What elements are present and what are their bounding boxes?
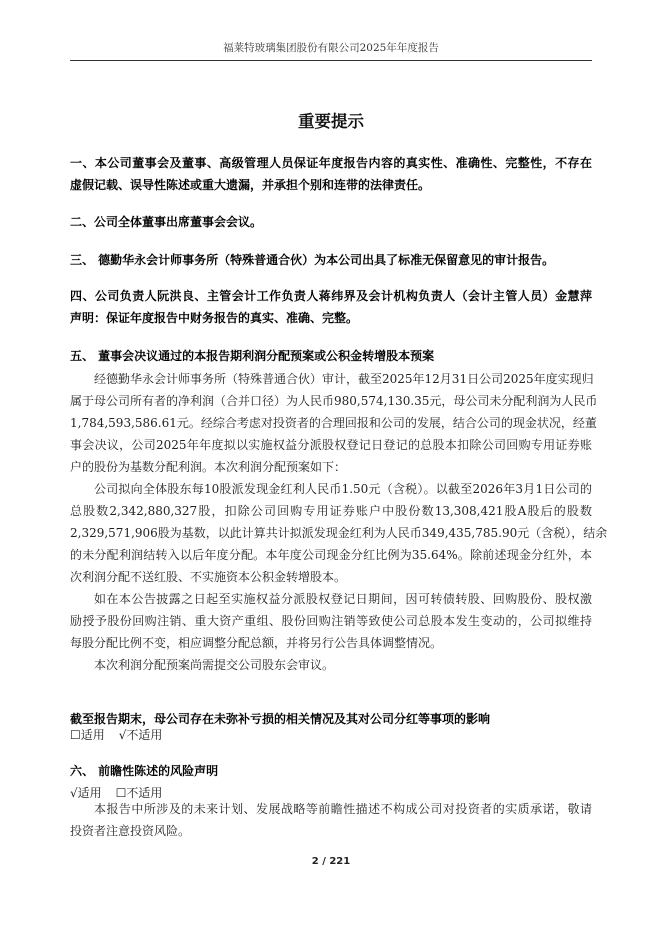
p2-line-2: 总股数2,342,880,327股，扣除公司回购专用证券账户中股份数13,308,421股A股后的股数: [70, 504, 592, 518]
report-header: 福莱特玻璃集团股份有限公司2025年年度报告: [223, 42, 439, 54]
item-1-line-2: 虚假记载、误导性陈述或重大遗漏，并承担个别和连带的法律责任。: [70, 178, 431, 192]
page-title: 重要提示: [298, 112, 364, 131]
p3-line-1: 如在本公告披露之日起至实施权益分派股权登记日期间，因可转债转股、回购股份、股权激: [94, 592, 592, 606]
section-6-body-line-2: 投资者注意投资风险。: [70, 824, 191, 838]
p3-line-3: 每股分配比例不变，相应调整分配总额，并将另行公告具体调整情况。: [70, 636, 443, 650]
p1-line-3: 1,784,593,586.61元。经综合考虑对投资者的合理回报和公司的发展，结合公司的现金状况，经董: [70, 416, 597, 430]
p2-line-3: 2,329,571,906股为基数，以此计算共计拟派发现金红利为人民币349,435,785.90元（含税），结余: [70, 526, 608, 540]
item-3: [70, 249, 592, 271]
p4-line: 本次利润分配预案尚需提交公司股东会审议。: [94, 658, 335, 672]
p1-line-4: 事会决议，公司2025年年度拟以实施权益分派股权登记日登记的总股本扣除公司回购专用证券账: [70, 438, 592, 452]
item-2-text: 二、公司全体董事出席董事会会议。: [70, 215, 263, 229]
p1-line-1: 经德勤华永会计师事务所（特殊普通合伙）审计，截至2025年12月31日公司2025年度实现归: [94, 372, 594, 386]
item-2: [70, 211, 592, 233]
item-1-line-1: 一、本公司董事会及董事、高级管理人员保证年度报告内容的真实性、准确性、完整性，不存在: [70, 156, 592, 170]
section-6-body-line-1: 本报告中所涉及的未来计划、发展战略等前瞻性描述不构成公司对投资者的实质承诺，敬请: [94, 802, 592, 816]
section-6-applicable-checkbox: √适用: [70, 786, 102, 800]
item-4-line-2: 声明：保证年度报告中财务报告的真实、准确、完整。: [70, 311, 359, 325]
header-divider: [70, 60, 592, 61]
deficit-not-applicable-checkbox: √不适用: [118, 728, 163, 742]
section-6-not-applicable-checkbox: ☐不适用: [115, 786, 163, 800]
deficit-heading-text: 截至报告期末，母公司存在未弥补亏损的相关情况及其对公司分红等事项的影响: [70, 712, 491, 726]
section-6-body: [70, 798, 592, 842]
deficit-applicable-checkbox: ☐适用: [70, 728, 105, 742]
item-5-heading: [70, 345, 592, 367]
p1-line-5: 户的股份为基数分配利润。本次利润分配预案如下：: [70, 460, 347, 474]
item-5-body: [70, 368, 608, 676]
p2-line-5: 次利润分配不送红股、不实施资本公积金转增股本。: [70, 570, 347, 584]
section-6-heading-text: 六、 前瞻性陈述的风险声明: [70, 764, 219, 778]
deficit-options: [70, 724, 592, 746]
p1-line-2: 属于母公司所有者的净利润（合并口径）为人民币980,574,130.35元，母公司未分配利润为人民币: [70, 394, 598, 408]
p2-line-1: 公司拟向全体股东每10股派发现金红利人民币1.50元（含税）。以截至2026年3月1日公司的: [94, 482, 592, 496]
item-3-text: 三、 德勤华永会计师事务所（特殊普通合伙）为本公司出具了标准无保留意见的审计报告。: [70, 253, 555, 267]
item-4-line-1: 四、公司负责人阮洪良、主管会计工作负责人蒋纬界及会计机构负责人（会计主管人员）金慧萍: [70, 289, 592, 303]
item-5-heading-text: 五、 董事会决议通过的本报告期利润分配预案或公积金转增股本预案: [70, 349, 435, 363]
section-6-heading: [70, 760, 592, 782]
p2-line-4: 的未分配利润结转入以后年度分配。本年度公司现金分红比例为35.64%。除前述现金分红外，本: [70, 548, 592, 562]
item-1: [70, 152, 592, 196]
item-4: [70, 285, 592, 329]
page-number: 2 / 221: [311, 856, 351, 867]
p3-line-2: 励授予股份回购注销、重大资产重组、股份回购注销等致使公司总股本发生变动的，公司拟维持: [70, 614, 592, 628]
